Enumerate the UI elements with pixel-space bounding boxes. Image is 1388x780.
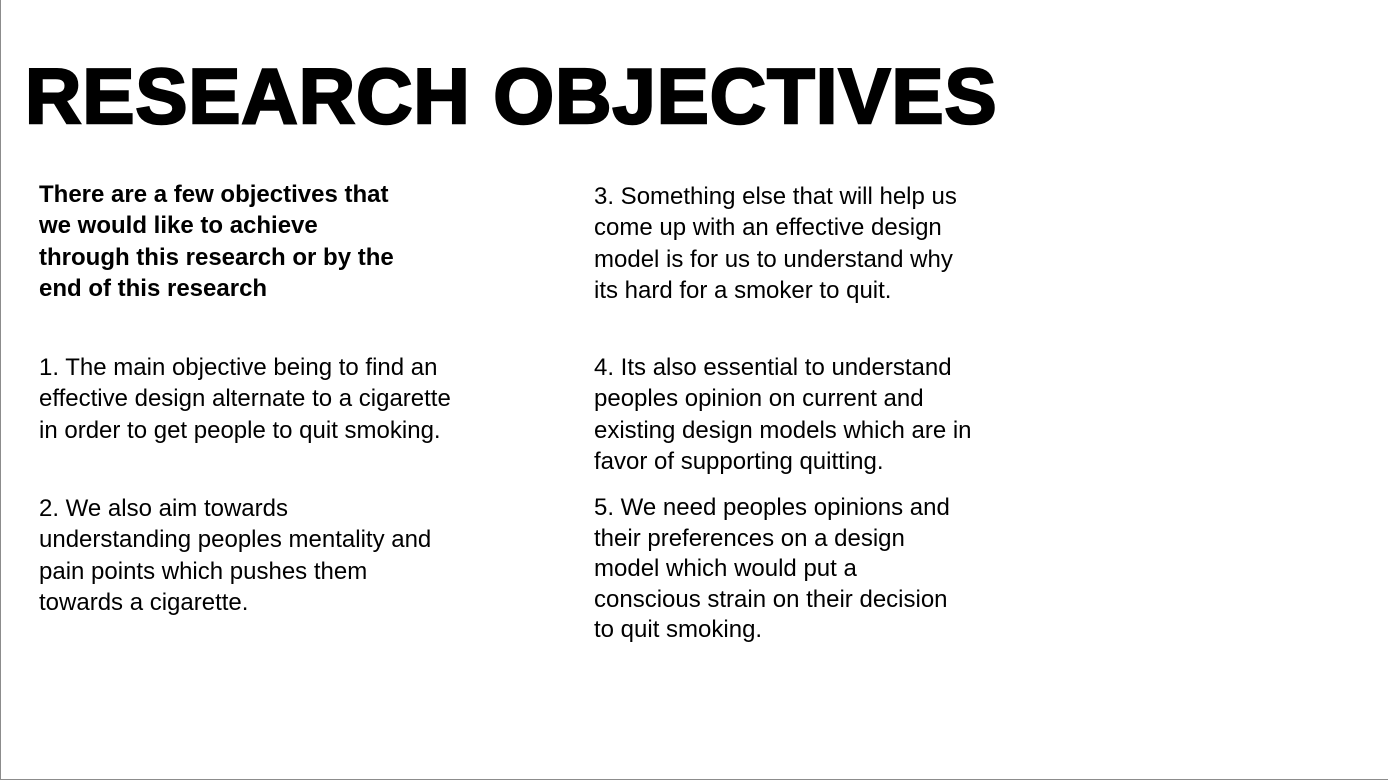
objective-2: 2. We also aim towards understanding peoples mentality and pain points which pushes them towards a cigarette. (39, 495, 432, 617)
slide-title: RESEARCH OBJECTIVES (25, 52, 998, 140)
objective-4: 4. Its also essential to understand peoples opinion on current and existing design models which are in favor of supporting quitting. (594, 354, 972, 476)
objective-1: 1. The main objective being to find an effective design alternate to a cigarette in order to get people to quit smoking. (39, 354, 451, 444)
objective-3: 3. Something else that will help us come up with an effective design model is for us to understand why its hard for a smoker to quit. (594, 183, 957, 305)
intro-text: There are a few objectives that we would like to achieve through this research or by the end of this research (39, 181, 394, 303)
objective-5: 5. We need peoples opinions and their preferences on a design model which would put a conscious strain on their decision to quit smoking. (594, 494, 950, 644)
